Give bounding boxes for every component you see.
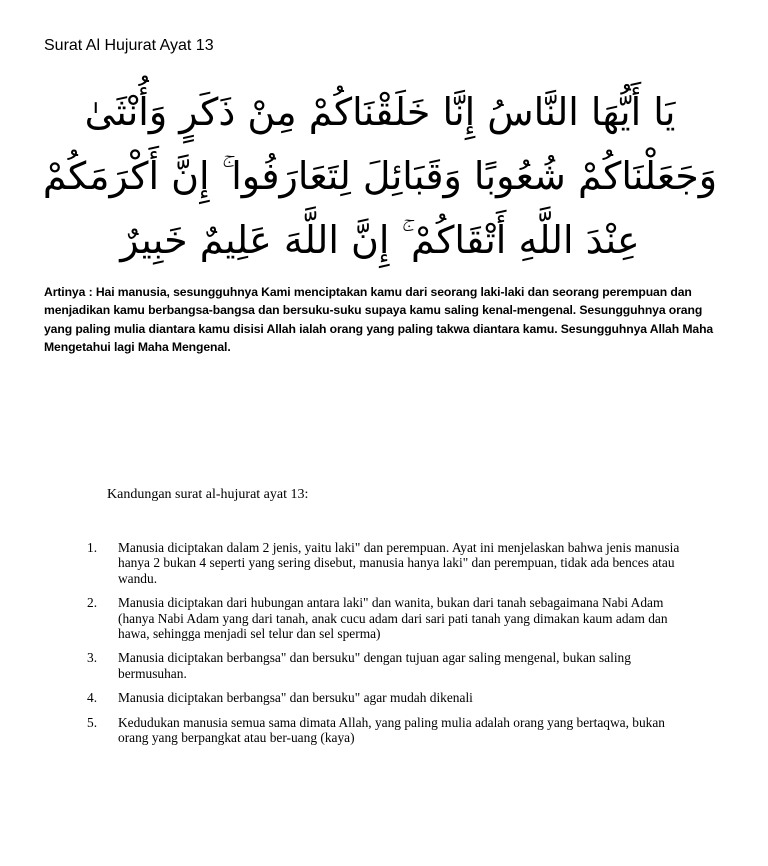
arabic-verse-line: يَا أَيُّهَا النَّاسُ إِنَّا خَلَقْنَاكُمْ مِنْ ذَكَرٍ وَأُنْثَىٰ: [84, 90, 676, 134]
document-title: Surat Al Hujurat Ayat 13: [44, 37, 214, 54]
list-item: [86, 690, 686, 705]
arabic-verse-line: وَجَعَلْنَاكُمْ شُعُوبًا وَقَبَائِلَ لِتَعَارَفُوا ۚ إِنَّ أَكْرَمَكُمْ: [42, 154, 718, 198]
list-item-text: Manusia diciptakan dalam 2 jenis, yaitu laki" dan perempuan. Ayat ini menjelaskan bahwa jenis manusia hanya 2 bukan 4 seperti yang sering disebut, manusia hanya laki" dan perempuan, tidak ada bences atau wandu.: [118, 540, 680, 586]
content-heading: Kandungan surat al-hujurat ayat 13:: [107, 487, 309, 502]
list-item-number: 2.: [87, 595, 98, 611]
list-item: [86, 650, 686, 681]
list-item: [86, 540, 686, 586]
list-item-number: 4.: [87, 690, 98, 706]
list-item: [86, 715, 686, 746]
arabic-verse: [30, 80, 730, 272]
list-item-text: Manusia diciptakan berbangsa" dan bersuku" dengan tujuan agar saling mengenal, bukan saling bermusuhan.: [118, 650, 631, 681]
list-item-number: 5.: [87, 714, 98, 730]
list-item-text: Manusia diciptakan dari hubungan antara laki" dan wanita, bukan dari tanah sebagaimana Nabi Adam (hanya Nabi Adam yang dari tanah, anak cucu adam dari sari pati tanah yang dimakan kaum adam dan hawa, sehingga menjadi sel telur dan sel sperma): [118, 595, 668, 642]
list-item-number: 1.: [87, 540, 98, 555]
verse-translation: Artinya : Hai manusia, sesungguhnya Kami menciptakan kamu dari seorang laki-laki dan seorang perempuan dan menjadikan kamu berbangsa-bangsa dan bersuku-suku supaya kamu saling kenal-mengenal. Sesungguhnya orang yang paling mulia diantara kamu disisi Allah ialah orang yang paling takwa diantara kamu. Sesungguhnya Allah Maha Mengetahui lagi Maha Mengenal.: [44, 285, 714, 355]
arabic-verse-line: عِنْدَ اللَّهِ أَتْقَاكُمْ ۚ إِنَّ اللَّهَ عَلِيمٌ خَبِيرٌ: [120, 218, 640, 262]
list-item: [86, 595, 686, 641]
list-item-text: Manusia diciptakan berbangsa" dan bersuku" agar mudah dikenali: [118, 690, 473, 706]
content-points-list: [86, 540, 686, 754]
list-item-number: 3.: [87, 650, 98, 666]
list-item-text: Kedudukan manusia semua sama dimata Allah, yang paling mulia adalah orang yang bertaqwa, bukan orang yang berpangkat atau ber-uang (kaya): [118, 714, 665, 746]
